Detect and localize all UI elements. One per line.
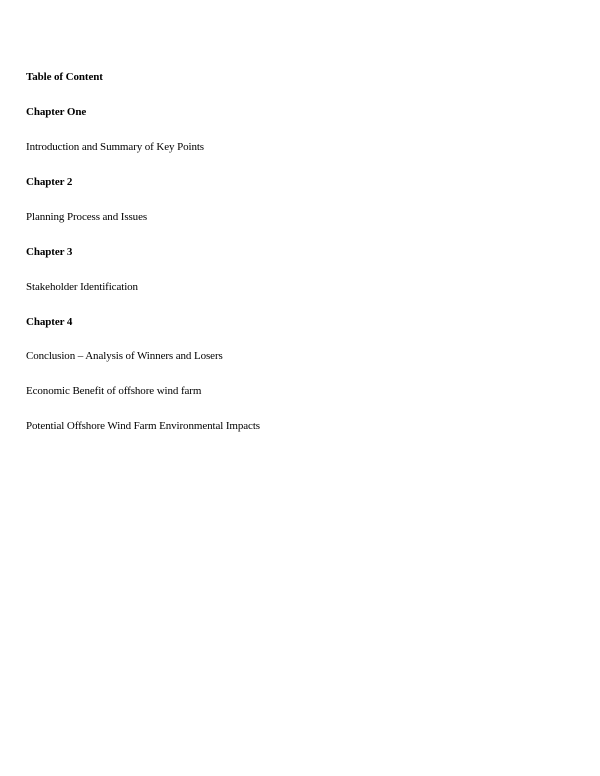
chapter-three-heading: Chapter 3 [26, 246, 73, 258]
toc-entry-economic-benefit: Economic Benefit of offshore wind farm [26, 385, 202, 397]
toc-heading: Table of Content [26, 71, 103, 83]
toc-entry-introduction: Introduction and Summary of Key Points [26, 141, 204, 153]
chapter-one-heading: Chapter One [26, 106, 87, 118]
chapter-four-heading: Chapter 4 [26, 316, 73, 328]
toc-entry-conclusion: Conclusion – Analysis of Winners and Losers [26, 350, 223, 362]
toc-entry-stakeholder: Stakeholder Identification [26, 281, 138, 293]
toc-entry-planning: Planning Process and Issues [26, 211, 148, 223]
chapter-two-heading: Chapter 2 [26, 176, 73, 188]
toc-entry-environmental-impacts: Potential Offshore Wind Farm Environmental Impacts [26, 420, 260, 432]
